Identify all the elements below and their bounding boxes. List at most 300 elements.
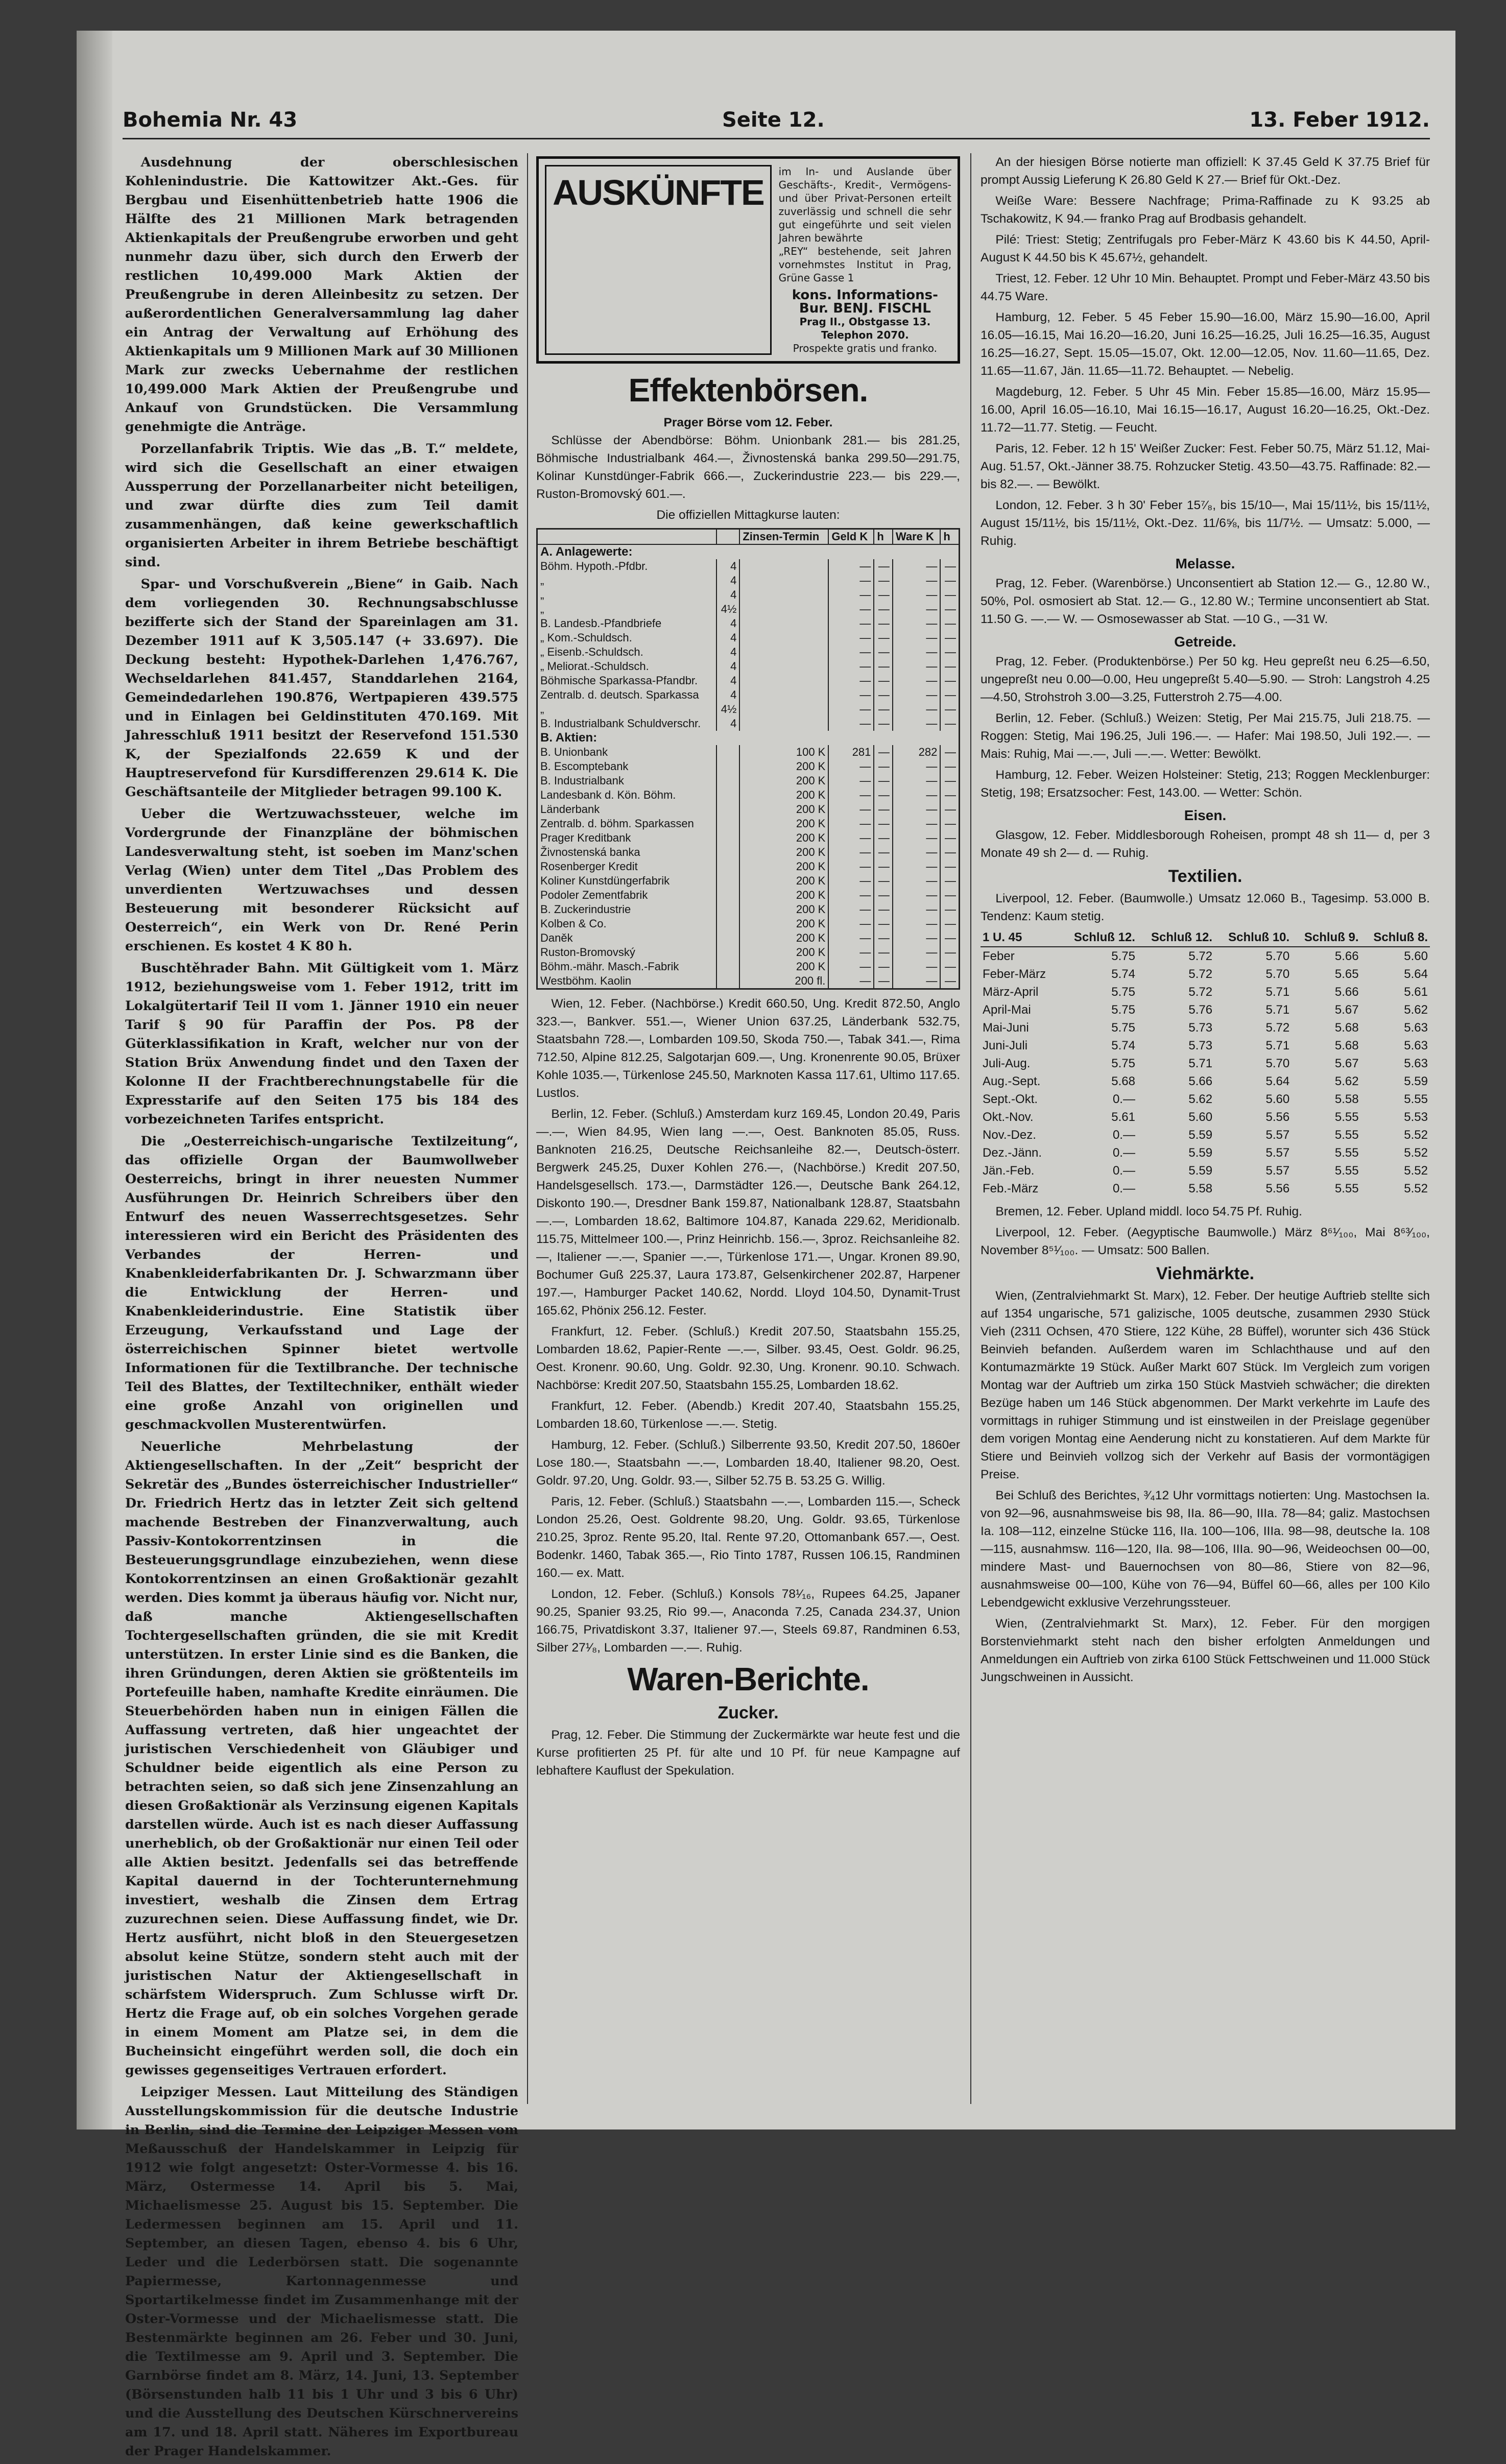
kurs-cell: 4 (716, 645, 740, 659)
baumwolle-cell: 5.53 (1404, 1110, 1428, 1124)
kurs-cell: — (874, 759, 893, 774)
kurs-cell: — (940, 788, 959, 802)
kurs-cell: 200 K (739, 874, 828, 888)
kurs-cell: — (828, 931, 874, 945)
article: Porzellanfabrik Triptis. Wie das „B. T.“ meldete, wird sich die Gesellschaft an einer etwaigen Aussperrung der Porzellanarbeiter nicht beteiligen, und zwar dürfte dies zum Teil damit zusammenhängen, daß keine gewerkschaftlich organisierten Arbeiter in ihrem Betriebe beschäftigt sind. (125, 441, 518, 570)
kurs-cell: — (828, 702, 874, 716)
baumwolle-cell: Feber (983, 949, 1015, 963)
baumwolle-cell: 5.52 (1404, 1182, 1428, 1195)
kurs-cell: — (893, 802, 940, 817)
kurs-cell: — (940, 745, 959, 759)
kurs-cell: — (874, 645, 893, 659)
kurs-cell: „ Meliorat.-Schuldsch. (537, 659, 716, 674)
kurs-cell: — (828, 960, 874, 974)
section-title-effektenboersen: Effektenbörsen. (628, 372, 868, 409)
kurs-row (537, 845, 960, 859)
kurs-table-body (537, 544, 960, 989)
kurs-table (536, 528, 960, 990)
kurs-cell: 200 K (739, 845, 828, 859)
baumwolle-cell: Dez.-Jänn. (983, 1146, 1042, 1160)
kurs-cell: — (940, 645, 959, 659)
kurs-row (537, 802, 960, 817)
kurs-cell: — (828, 559, 874, 573)
kurs-cell (716, 745, 740, 759)
baumwolle-cell: 5.62 (1404, 1003, 1428, 1017)
kurs-cell: — (874, 888, 893, 902)
baumwolle-cell: 5.70 (1265, 1057, 1290, 1070)
baumwolle-cell: 5.62 (1188, 1092, 1213, 1106)
boerse-wien: Wien, 12. Feber. (Nachbörse.) Kredit 660.50, Ung. Kredit 872.50, Anglo 323.—, Bankver. 551.—, Wiener Union 637.25, Länderbank 532.75, Staatsbahn 728.—, Lombarden 109.50, Skoda 750.—, Tabak 341.—, Rima 712.50, Alpine 812.25, Salgotarjan 609.—, Ung. Kronenrente 90.05, Brüxer Kohle 1035.—, Türkenlose 245.50, Marknoten Kassa 117.61, Ultimo 117.65. Lustlos. (536, 997, 960, 1100)
eisen-glasgow: Glasgow, 12. Feber. Middlesborough Roheisen, prompt 48 sh 11— d, per 3 Monate 49 sh 2— d. — Ruhig. (981, 828, 1430, 860)
kurs-cell: Böhm. Hypoth.-Pfdbr. (537, 559, 716, 573)
baumwolle-cell: 5.61 (1404, 985, 1428, 999)
kurs-cell: — (893, 960, 940, 974)
header-date: 13. Feber 1912. (1249, 108, 1430, 132)
subsection-viehmaerkte: Viehmärkte. (1156, 1264, 1255, 1283)
baumwolle-cell: Nov.-Dez. (983, 1128, 1036, 1142)
kurs-cell: — (874, 974, 893, 989)
kurs-cell: — (893, 674, 940, 688)
kurs-cell: — (828, 902, 874, 917)
kurs-row (537, 759, 960, 774)
kurs-cell: 200 K (739, 945, 828, 960)
kurs-cell: 200 K (739, 788, 828, 802)
kurs-cell: „ (537, 602, 716, 616)
kurs-cell: — (828, 888, 874, 902)
kurs-cell: „ (537, 588, 716, 602)
baumwolle-cell: 5.57 (1265, 1164, 1290, 1178)
zucker-weisse: Weiße Ware: Bessere Nachfrage; Prima-Raffinade zu K 93.25 ab Tschakowitz, K 94.— franko Prag auf Brodbasis gehandelt. (981, 194, 1430, 226)
baumwolle-cell: 5.65 (1334, 967, 1359, 981)
ad-body: im In- und Auslande über Geschäfts-, Kredit-, Vermögens- und über Privat-Personen erteilt zuverlässig und schnell die sehr gut eingeführte und seit vielen Jahren bewährte (778, 165, 951, 244)
baumwolle-cell: 0.— (1112, 1146, 1135, 1160)
kurs-cell: — (828, 802, 874, 817)
baumwolle-cell: 5.57 (1265, 1128, 1290, 1142)
kurs-cell: B. Industrialbank Schuldverschr. (537, 716, 716, 731)
zucker-intro: An der hiesigen Börse notierte man offiziell: K 37.45 Geld K 37.75 Brief für prompt Aussig Lieferung K 26.80 Geld K 27.— Brief für Okt.-Dez. (981, 155, 1430, 187)
kurs-cell: „ Kom.-Schuldsch. (537, 631, 716, 645)
kurs-cell: — (940, 960, 959, 974)
baumwolle-table-body (981, 947, 1430, 1198)
baumwolle-cell: 5.52 (1404, 1164, 1428, 1178)
kurs-cell: 4½ (716, 702, 740, 716)
ad-company: kons. Informations-Bur. BENJ. FISCHL (792, 288, 938, 316)
baumwolle-cell: 5.59 (1188, 1128, 1213, 1142)
baumwolle-cell: 5.73 (1188, 1039, 1213, 1052)
kurs-cell: — (893, 917, 940, 931)
kurs-cell: — (893, 817, 940, 831)
kurs-cell: — (893, 616, 940, 631)
kurs-row (537, 888, 960, 902)
kurs-cell: — (940, 602, 959, 616)
kurs-cell: — (940, 845, 959, 859)
kurs-cell: 200 K (739, 931, 828, 945)
kurs-cell: — (893, 931, 940, 945)
baumwolle-cell: 5.59 (1188, 1164, 1213, 1178)
kurs-cell (716, 917, 740, 931)
baumwolle-cell: 5.71 (1188, 1057, 1213, 1070)
kurs-cell: Kolben & Co. (537, 917, 716, 931)
kurs-row (537, 573, 960, 588)
baumwolle-cell: 5.75 (1111, 1021, 1135, 1035)
baumwolle-cell: 5.72 (1188, 967, 1213, 981)
kurs-row (537, 659, 960, 674)
kurs-cell: 281 (828, 745, 874, 759)
baumwolle-cell: 5.67 (1334, 1057, 1359, 1070)
baumwolle-row (981, 965, 1430, 983)
baumwolle-cell: 5.64 (1265, 1074, 1290, 1088)
kurs-cell: Westböhm. Kaolin (537, 974, 716, 989)
kurs-row (537, 702, 960, 716)
article: Leipziger Messen. Laut Mitteilung des Ständigen Ausstellungskommission für die deutsche Industrie in Berlin, sind die Termine der Leipziger Messen vom Meßausschuß der Handelskammer in Leipzig für 1912 wie folgt angesetzt: Oster-Vormesse 4. bis 16. März, Ostermesse 14. April bis 5. Mai, Michaelismesse 25. August bis 15. September. Die Ledermessen beginnen am 15. April und 11. September, an diesen Tagen, ebenso 4. bis 6 Uhr, Leder und die Lederbörsen statt. Die sogenannte Papiermesse, Kartonnagenmesse und Sportartikelmesse findet im Zusammenhange mit der Oster-Vormesse und der Michaelismesse statt. Die Bestenmärkte beginnen am 26. Feber und 30. Juni, die Textilmesse am 9. April und 3. September. Die Garnbörse findet am 8. März, 14. Juni, 13. September (Börsenstunden halb 11 bis 1 Uhr und 3 bis 6 Uhr) und die Ausstellung des Deutschen Kürschnervereins am 17. und 18. April statt. Näheres im Exportbureau der Prager Handelskammer. (125, 2085, 518, 2459)
kurs-section-label: A. Anlagewerte: (537, 544, 960, 559)
kurs-row (537, 960, 960, 974)
baumwolle-cell: 5.63 (1404, 1039, 1428, 1052)
baumwolle-th: 1 U. 45 (981, 928, 1060, 947)
baumwolle-cell: 5.59 (1188, 1146, 1213, 1160)
kurs-row (537, 688, 960, 702)
kurs-cell: — (874, 659, 893, 674)
kurs-cell (716, 802, 740, 817)
zucker-prag: Prag, 12. Feber. Die Stimmung der Zuckermärkte war heute fest und die Kurse profitierten 25 Pf. für alte und 10 Pf. für neue Kampagne auf lebhaftere Kauflust der Spekulation. (536, 1728, 960, 1778)
baumwolle-cell: 5.67 (1334, 1003, 1359, 1017)
kurs-cell: 4 (716, 559, 740, 573)
kurs-cell (716, 960, 740, 974)
baumwolle-cell: 5.68 (1334, 1021, 1359, 1035)
kurs-row (537, 917, 960, 931)
kurs-cell: — (874, 945, 893, 960)
kurs-cell: — (828, 859, 874, 874)
baumwolle-cell: 5.66 (1188, 1074, 1213, 1088)
kurs-cell (739, 659, 828, 674)
kurs-row (537, 974, 960, 989)
baumwolle-cell: Okt.-Nov. (983, 1110, 1034, 1124)
kurs-cell: — (893, 602, 940, 616)
kurs-cell: 4½ (716, 602, 740, 616)
kurs-cell: — (874, 559, 893, 573)
boerse-frankfurt: Frankfurt, 12. Feber. (Schluß.) Kredit 207.50, Staatsbahn 155.25, Lombarden 18.62, Papier-Rente —.—, Silber. 93.45, Oest. Goldr. 96.25, Oest. Kronenr. 90.60, Ung. Goldr. 92.30, Ung. Kronenr. 90.10. Schwach. Nachbörse: Kredit 207.50, Staatsbahn 155.25, Lombarden 18.62. (536, 1325, 960, 1392)
kurs-cell: Ruston-Bromovský (537, 945, 716, 960)
baumwolle-cell: Feber-März (983, 967, 1046, 981)
kurs-cell (716, 817, 740, 831)
kurs-cell: — (940, 859, 959, 874)
article: Neuerliche Mehrbelastung der Aktiengesellschaften. In der „Zeit“ bespricht der Sekretär des „Bundes österreichischer Industrieller“ Dr. Friedrich Hertz das in letzter Zeit sich geltend machende Bestreben der Finanzverwaltung, auch Passiv-Kontokorrentzinsen in die Besteuerungsgrundlage einzubeziehen, wenn diese Kontokorrentzinsen an einen Großaktionär gezahlt werden. Dies kommt ja überaus häufig vor. Nicht nur, daß manche Aktiengesellschaften Tochtergesellschaften gründen, die sie mit Kredit unterstützen. In erster Linie sind es die Banken, die ihren Gründungen, deren Aktien sie größtenteils im Portefeuille haben, namhafte Kredite einräumen. Die Steuerbehörden haben nun in einigen Fällen die Auffassung vertreten, daß hier ungeachtet der juristischen Verschiedenheit von Gläubiger und Schuldner beide eigentlich als eine Person zu betrachten seien, so daß sich jene Zinsenzahlung an diesen Großaktionär als Verzinsung eigenen Kapitals darstellen würde. Auch ist es nach dieser Auffassung unerheblich, ob der Großaktionär nur einen Teil oder alle Aktien besitzt. Jedenfalls sei das betreffende Kapital dauernd in der Tochterunternehmung investiert, weshalb die Zinsen dem Ertrag zuzurechnen seien. Diese Auffassung findet, wie Dr. Hertz ausführt, nicht bloß in den Steuergesetzen absolut keine Stütze, sondern steht auch mit der juristischen Natur der Aktiengesellschaft in schärfstem Widerspruch. Zum Schlusse wirft Dr. Hertz die Frage auf, ob ein solches Vorgehen gerade in einem Moment am Platze sei, in dem die Bucheinsicht eingeführt werden soll, die doch ein gewisses gegenseitiges Vertrauen erfordert. (125, 1439, 518, 2078)
kurs-row (537, 788, 960, 802)
article: Die „Oesterreichisch-ungarische Textilzeitung“, das offizielle Organ der Baumwollweber Oesterreichs, bringt in ihrer neuesten Nummer Ausführungen Dr. Heinrich Schreibers über den Entwurf des neuen Wasserrechtsgesetzes. Sehr interessieren wird ein Bericht des Präsidenten des Verbandes der Herren- und Knabenkleiderfabrikanten Dr. J. Schwarzmann über die Entwicklung der Herren- und Knabenkleiderindustrie. Eine Statistik über Erzeugung, Verkaufsstand und Lage der österreichischen Spinner bietet wertvolle Informationen für die Textilbranche. Der technische Teil des Blattes, der Textiltechniker, enthält wieder eine große Anzahl von originellen und geschmackvollen Musterentwürfen. (125, 1134, 518, 1432)
kurs-cell: — (940, 716, 959, 731)
ad-address: Prag II., Obstgasse 13. Telephon 2070. (799, 316, 931, 341)
kurs-cell: — (893, 974, 940, 989)
kurs-cell: — (893, 945, 940, 960)
advertisement-auskuenfte (536, 156, 960, 364)
kurs-cell (739, 588, 828, 602)
kurs-cell: — (828, 917, 874, 931)
kurs-cell: — (828, 659, 874, 674)
kurs-cell: 4 (716, 588, 740, 602)
baumwolle-cell: Feb.-März (983, 1182, 1039, 1195)
zucker-magdeburg: Magdeburg, 12. Feber. 5 Uhr 45 Min. Feber 15.85—16.00, März 15.95—16.00, April 16.05—16.10, Mai 16.15—16.17, August 16.20—16.25, Okt.-Dez. 11.72—11.77. Stetig. — Feucht. (981, 385, 1430, 435)
kurs-cell: Podoler Zementfabrik (537, 888, 716, 902)
kurs-row (537, 817, 960, 831)
baumwolle-cell: 5.71 (1265, 1003, 1290, 1017)
baumwolle-cell: 5.70 (1265, 967, 1290, 981)
kurs-cell: — (893, 845, 940, 859)
kurs-cell (716, 774, 740, 788)
baumwolle-cell: 5.61 (1111, 1110, 1135, 1124)
baumwolle-row (981, 1144, 1430, 1162)
kurs-cell: — (893, 559, 940, 573)
baumwolle-cell: 5.75 (1111, 1057, 1135, 1070)
baumwolle-cell: Juli-Aug. (983, 1057, 1031, 1070)
baumwolle-th: Schluß 12. (1060, 928, 1137, 947)
kurs-cell: — (940, 945, 959, 960)
kurs-cell: — (940, 616, 959, 631)
article: Ausdehnung der oberschlesischen Kohlenindustrie. Die Kattowitzer Akt.-Ges. für Bergbau und Eisenhüttenbetrieb hatte 1906 die Hälfte des 21 Millionen Mark betragenden Aktienkapitals der Preußengrube erworben und geht nunmehr dazu über, sich durch den Erwerb der restlichen 10,499.000 Mark Aktien der Preußengrube in deren Alleinbesitz zu setzen. Der außerordentlichen Generalversammlung lag daher ein Antrag der Verwaltung auf Erhöhung des Aktienkapitals um 9 Millionen Mark auf 30 Millionen Mark zur zwecks Uebernahme der restlichen 10,499.000 Mark Aktien der Preußengrube und Ankauf von Grundstücken. Die Versammlung genehmigte die Anträge. (125, 155, 518, 435)
kurs-row (537, 874, 960, 888)
kurs-cell: — (940, 902, 959, 917)
textil-liverpool: Liverpool, 12. Feber. (Baumwolle.) Umsatz 12.060 B., Tagesimp. 53.000 B. Tendenz: Kaum stetig. (981, 892, 1430, 923)
baumwolle-cell: 0.— (1112, 1092, 1135, 1106)
kurs-cell: — (893, 831, 940, 845)
baumwolle-cell: 5.55 (1334, 1164, 1359, 1178)
kurs-cell: — (874, 674, 893, 688)
kurs-row (537, 616, 960, 631)
kurs-cell: — (874, 745, 893, 759)
kurs-cell: „ (537, 573, 716, 588)
kurs-th (537, 529, 716, 545)
kurs-th: Geld K (828, 529, 874, 545)
kurs-cell: — (874, 774, 893, 788)
melasse-prag: Prag, 12. Feber. (Warenbörse.) Unconsentiert ab Station 12.— G., 12.80 W., 50%, Pol. osmosiert ab Stat. 12.— G., 12.80 W.; Termine unconsentiert ab Stat. 11.50 G. —.— W. — Osmosewasser ab Stat. —10 G., —31 W. (981, 577, 1430, 626)
baumwolle-cell: 5.72 (1188, 949, 1213, 963)
kurs-cell: „ (537, 702, 716, 716)
kurs-cell (716, 974, 740, 989)
kurs-cell: Länderbank (537, 802, 716, 817)
kurs-cell: B. Landesb.-Pfandbriefe (537, 616, 716, 631)
prag-text: Schlüsse der Abendbörse: Böhm. Unionbank 281.— bis 281.25, Böhmische Industrialbank 464.—, Živnostenská banka 299.50—291.75, Kolinar Kunstdünger-Fabrik 666.—, Zuckerindustrie 223.— bis 229.—, Ruston-Bromovský 601.—. (536, 434, 960, 501)
kurs-row (537, 945, 960, 960)
kurs-cell: Koliner Kunstdüngerfabrik (537, 874, 716, 888)
kurs-cell (739, 573, 828, 588)
baumwolle-row (981, 1126, 1430, 1144)
baumwolle-cell: Jän.-Feb. (983, 1164, 1035, 1178)
kurs-cell: — (874, 602, 893, 616)
kurs-cell: 4 (716, 631, 740, 645)
baumwolle-cell: April-Mai (983, 1003, 1031, 1017)
article: Spar- und Vorschußverein „Biene“ in Gaib. Nach dem vorliegenden 30. Rechnungsabschlusse bezifferte sich der Stand der Spareinlagen am 31. Dezember 1911 auf K 3,505.147 (+ 33.697). Die Deckung besteht: Hypothek-Darlehen 1,476.767, Wechseldarlehen 841.457, Standdarlehen 2164, Gemeindedarlehen 190.876, Wertpapieren 439.575 und in Einlagen bei Geldinstituten 470.169. Mit Jahresschluß 1911 besitzt der Reservefond 151.530 K, der Spezialfonds 22.659 K und der Hauptreservefond für Kursdifferenzen 29.614 K. Die Geschäftsanteile der Mitglieder betragen 99.100 K. (125, 577, 518, 800)
kurs-cell (716, 888, 740, 902)
kurs-cell (716, 859, 740, 874)
kurs-cell: — (893, 588, 940, 602)
boerse-hamburg: Hamburg, 12. Feber. (Schluß.) Silberrente 93.50, Kredit 207.50, 1860er Lose 180.—, Staatsbahn —.—, Lombarden 18.40, Italiener 98.20, Oest. Goldr. 97.20, Ung. Goldr. 93.—, Silber 52.75 B. 53.25 G. Willig. (536, 1438, 960, 1488)
baumwolle-cell: 5.75 (1111, 985, 1135, 999)
baumwolle-cell: 0.— (1112, 1164, 1135, 1178)
baumwolle-cell: 0.— (1112, 1128, 1135, 1142)
baumwolle-cell: 5.72 (1265, 1021, 1290, 1035)
kurs-cell: — (874, 573, 893, 588)
kurs-cell: — (893, 645, 940, 659)
subsection-textilien: Textilien. (1168, 867, 1242, 886)
kurs-section-row (537, 731, 960, 745)
baumwolle-cell: Sept.-Okt. (983, 1092, 1038, 1106)
prag-heading: Prager Börse vom 12. Feber. (663, 416, 833, 429)
baumwolle-cell: 5.60 (1188, 1110, 1213, 1124)
kurs-cell (739, 616, 828, 631)
kurs-cell: — (874, 845, 893, 859)
kurs-row (537, 716, 960, 731)
baumwolle-cell: 5.66 (1334, 985, 1359, 999)
kurs-cell: — (828, 645, 874, 659)
kurs-row (537, 631, 960, 645)
kurs-cell: 200 K (739, 774, 828, 788)
kurs-cell: — (940, 588, 959, 602)
kurs-cell (716, 931, 740, 945)
kurs-cell: — (828, 573, 874, 588)
kurs-cell: B. Unionbank (537, 745, 716, 759)
kurs-cell (739, 645, 828, 659)
kurs-cell: 200 K (739, 859, 828, 874)
kurs-cell: Zentralb. d. böhm. Sparkassen (537, 817, 716, 831)
baumwolle-cell: 5.73 (1188, 1021, 1213, 1035)
boerse-london: London, 12. Feber. (Schluß.) Konsols 78¹⁄₁₆, Rupees 64.25, Japaner 90.25, Spanier 93.25, Rio 99.—, Anaconda 7.25, Canada 234.37, Union 166.75, Privatdiskont 3.37, Italiener 97.—, Steels 69.87, Randminen 6.53, Silber 27¹⁄₈, Lombarden —.—. Ruhig. (536, 1587, 960, 1655)
baumwolle-cell: 5.52 (1404, 1128, 1428, 1142)
kurs-cell: — (874, 588, 893, 602)
kurs-cell: 4 (716, 659, 740, 674)
page-header (123, 102, 1430, 139)
baumwolle-cell: 5.55 (1334, 1182, 1359, 1195)
subsection-melasse: Melasse. (1175, 556, 1235, 571)
kurs-row (537, 931, 960, 945)
zucker-paris: Paris, 12. Feber. 12 h 15' Weißer Zucker: Fest. Feber 50.75, März 51.12, Mai-Aug. 51.57, Okt.-Jänner 38.75. Rohzucker Stetig. 43.50—43.75. Raffinade: 82.— bis 82.—. — Bewölkt. (981, 442, 1430, 491)
section-title-waren-berichte: Waren-Berichte. (627, 1661, 869, 1697)
kurs-cell: — (874, 931, 893, 945)
kurs-cell: — (893, 902, 940, 917)
header-issue: Bohemia Nr. 43 (123, 108, 298, 132)
kurs-row (537, 645, 960, 659)
boerse-paris: Paris, 12. Feber. (Schluß.) Staatsbahn —.—, Lombarden 115.—, Scheck London 25.26, Oest. Goldrente 98.20, Ung. Goldr. 93.65, Türkenlose 210.25, 3proz. Rente 95.20, Ital. Rente 97.20, Ottomanbank 657.—, Oest. Bodenkr. 1460, Tabak 365.—, Rio Tinto 1787, Russen 106.15, Randminen 160.— ex. Matt. (536, 1495, 960, 1580)
vieh-notierungen: Bei Schluß des Berichtes, ³⁄₄12 Uhr vormittags notierten: Ung. Mastochsen Ia. von 92—96, ausnahmsweise bis 98, IIa. 86—90, IIIa. 78—84; galiz. Mastochsen Ia. 108—112, einzelne Stücke 116, IIa. 100—106, IIIa. 98—98, deutsche Ia. 108—115, ausnahmsw. 116—120, IIa. 98—106, IIIa. 90—96, Weideochsen 00—00, mindere Mast- und Bauernochsen von 80—86, Stiere von 82—96, ausnahmsweise 00—100, Kühe von 76—94, Büffel 60—66, alles per 100 Kilo Lebendgewicht exklusive Verzehrungssteuer. (981, 1489, 1430, 1610)
baumwolle-cell: 5.70 (1265, 949, 1290, 963)
kurs-cell: — (893, 874, 940, 888)
kurs-cell: 4 (716, 616, 740, 631)
kurs-row (537, 674, 960, 688)
kurs-cell (739, 688, 828, 702)
baumwolle-row (981, 1162, 1430, 1180)
kurs-cell (739, 559, 828, 573)
baumwolle-th: Schluß 9. (1292, 928, 1360, 947)
kurs-cell: — (828, 674, 874, 688)
kurs-cell: — (893, 788, 940, 802)
kurs-row (537, 859, 960, 874)
article: Buschtěhrader Bahn. Mit Gültigkeit vom 1. März 1912, beziehungsweise vom 1. Feber 1912, tritt im Lokalgütertarif Teil II vom 1. Jänner 1910 ein neuer Tarif § 90 für Paraffin der Pos. P8 der Güterklassifikation in Kraft, welcher nur von der Station Brüx Anwendung findet und den Taxen der Kolonne II der Frachtberechnungstabelle für die Expresstarife auf den Seiten 175 bis 184 des vorbezeichneten Tarifes entspricht. (125, 961, 518, 1127)
kurs-section-row (537, 544, 960, 559)
kurs-cell: — (893, 702, 940, 716)
kurs-cell: „ Eisenb.-Schuldsch. (537, 645, 716, 659)
baumwolle-cell: 5.76 (1188, 1003, 1213, 1017)
baumwolle-row (981, 1001, 1430, 1019)
kurs-row (537, 588, 960, 602)
baumwolle-cell: 5.58 (1334, 1092, 1359, 1106)
kurs-cell: B. Industrialbank (537, 774, 716, 788)
kurs-row (537, 602, 960, 616)
baumwolle-row (981, 947, 1430, 965)
kurs-cell: — (940, 917, 959, 931)
kurs-cell: — (940, 802, 959, 817)
baumwolle-cell: 5.56 (1265, 1182, 1290, 1195)
kurs-cell: — (893, 631, 940, 645)
kurs-cell: Živnostenská banka (537, 845, 716, 859)
kurs-cell: — (940, 931, 959, 945)
baumwolle-cell: 5.57 (1265, 1146, 1290, 1160)
kurs-cell (716, 874, 740, 888)
baumwolle-cell: März-April (983, 985, 1039, 999)
kurs-cell: — (828, 631, 874, 645)
ad-text-block (779, 165, 951, 355)
kurs-cell (739, 716, 828, 731)
kurs-cell (716, 945, 740, 960)
article: Ueber die Wertzuwachssteuer, welche im Vordergrunde der Finanzpläne der böhmischen Landesverwaltung steht, ist soeben im Manz'schen Verlag (Wien) unter dem Titel „Das Problem des unverdienten Wertzuwachses und dessen Besteuerung mit besonderer Rücksicht auf Oesterreich“, ein Werk von Dr. René Perin erschienen. Es kostet 4 K 80 h. (125, 806, 518, 954)
kurs-cell: — (874, 859, 893, 874)
kurs-cell: — (893, 759, 940, 774)
kurs-cell: — (828, 774, 874, 788)
kurs-cell: — (940, 874, 959, 888)
page-binding (77, 31, 112, 2130)
subsection-eisen: Eisen. (1184, 807, 1227, 823)
baumwolle-cell: 5.56 (1265, 1110, 1290, 1124)
kurs-cell (716, 902, 740, 917)
vieh-wien-borsten: Wien, (Zentralviehmarkt St. Marx), 12. Feber. Für den morgigen Borstenviehmarkt steht nach den bisher erfolgten Anmeldungen und Anmeldungen ein Auftrieb von zirka 6100 Stück Fettschweinen und 11.000 Stück Jungschweinen in Aussicht. (981, 1617, 1430, 1684)
kurs-cell: — (874, 616, 893, 631)
zucker-pile: Pilé: Triest: Stetig; Zentrifugals pro Feber-März K 43.60 bis K 44.50, April-August K 44.50 bis K 45.67½, gehandelt. (981, 233, 1430, 265)
kurs-cell: — (828, 845, 874, 859)
boerse-berlin: Berlin, 12. Feber. (Schluß.) Amsterdam kurz 169.45, London 20.49, Paris —.—, Wien 84.95, Wien lang —.—, Oest. Banknoten 85.05, Russ. Banknoten 216.25, Deutsche Reichsanleihe 82.—, Deutsch-österr. Bergwerk 245.25, Duxer Kohlen 276.—, (Nachbörse.) Kredit 207.50, Handelsgesellsch. 173.—, Darmstädter 126.—, Deutsche Bank 264.12, Diskonto 190.—, Dresdner Bank 159.87, Nationalbank 128.87, Staatsbahn —.—, Lombarden 18.62, Baltimore 104.87, Kanada 229.62, Meridionalb. 115.75, Mittelmeer 100.—, Prinz Heinrichb. 156.—, 3proz. Reichsanleihe 82.—, Italiener —.—, Spanier —.—, Türkenlose 171.—, Ungar. Kronen 89.90, Bochumer Guß 225.37, Laura 173.87, Gelsenkirchener 202.87, Harpener 197.—, Hamburger Packet 140.62, Nordd. Lloyd 104.50, Dynamit-Trust 165.62, Phönix 256.12. Fester. (536, 1107, 960, 1318)
baumwolle-cell: Juni-Juli (983, 1039, 1028, 1052)
kurs-cell: 4 (716, 688, 740, 702)
kurs-cell: 200 K (739, 902, 828, 917)
kurs-cell: — (874, 688, 893, 702)
header-page: Seite 12. (722, 108, 825, 132)
kurs-cell: — (874, 631, 893, 645)
kurs-cell: — (828, 788, 874, 802)
baumwolle-row (981, 1055, 1430, 1072)
kurs-cell: — (874, 831, 893, 845)
baumwolle-th: Schluß 12. (1137, 928, 1214, 947)
kurs-cell: 200 K (739, 917, 828, 931)
baumwolle-row (981, 1072, 1430, 1090)
kurs-cell: — (828, 974, 874, 989)
kurs-cell: — (940, 688, 959, 702)
kurs-th: h (940, 529, 959, 545)
subsection-getreide: Getreide. (1174, 634, 1236, 650)
kurs-cell: 200 fl. (739, 974, 828, 989)
getreide-hamburg: Hamburg, 12. Feber. Weizen Holsteiner: Stetig, 213; Roggen Mecklenburger: Stetig, 198; Ersatzsocher: Fest, 143.00. — Wetter: Schön. (981, 768, 1430, 800)
baumwolle-row (981, 1090, 1430, 1108)
kurs-row (537, 559, 960, 573)
baumwolle-cell: 5.66 (1334, 949, 1359, 963)
baumwolle-cell: Aug.-Sept. (983, 1074, 1041, 1088)
kurs-cell: — (874, 716, 893, 731)
kurs-cell: — (874, 874, 893, 888)
kurs-cell: — (828, 759, 874, 774)
kurs-cell: 4 (716, 716, 740, 731)
kurs-cell: — (940, 674, 959, 688)
kurs-cell: — (893, 859, 940, 874)
kurs-cell: — (893, 888, 940, 902)
baumwolle-row (981, 1037, 1430, 1055)
column-rule (527, 153, 528, 2104)
kurs-th: Zinsen-Termin (739, 529, 828, 545)
baumwolle-cell: 5.63 (1404, 1021, 1428, 1035)
